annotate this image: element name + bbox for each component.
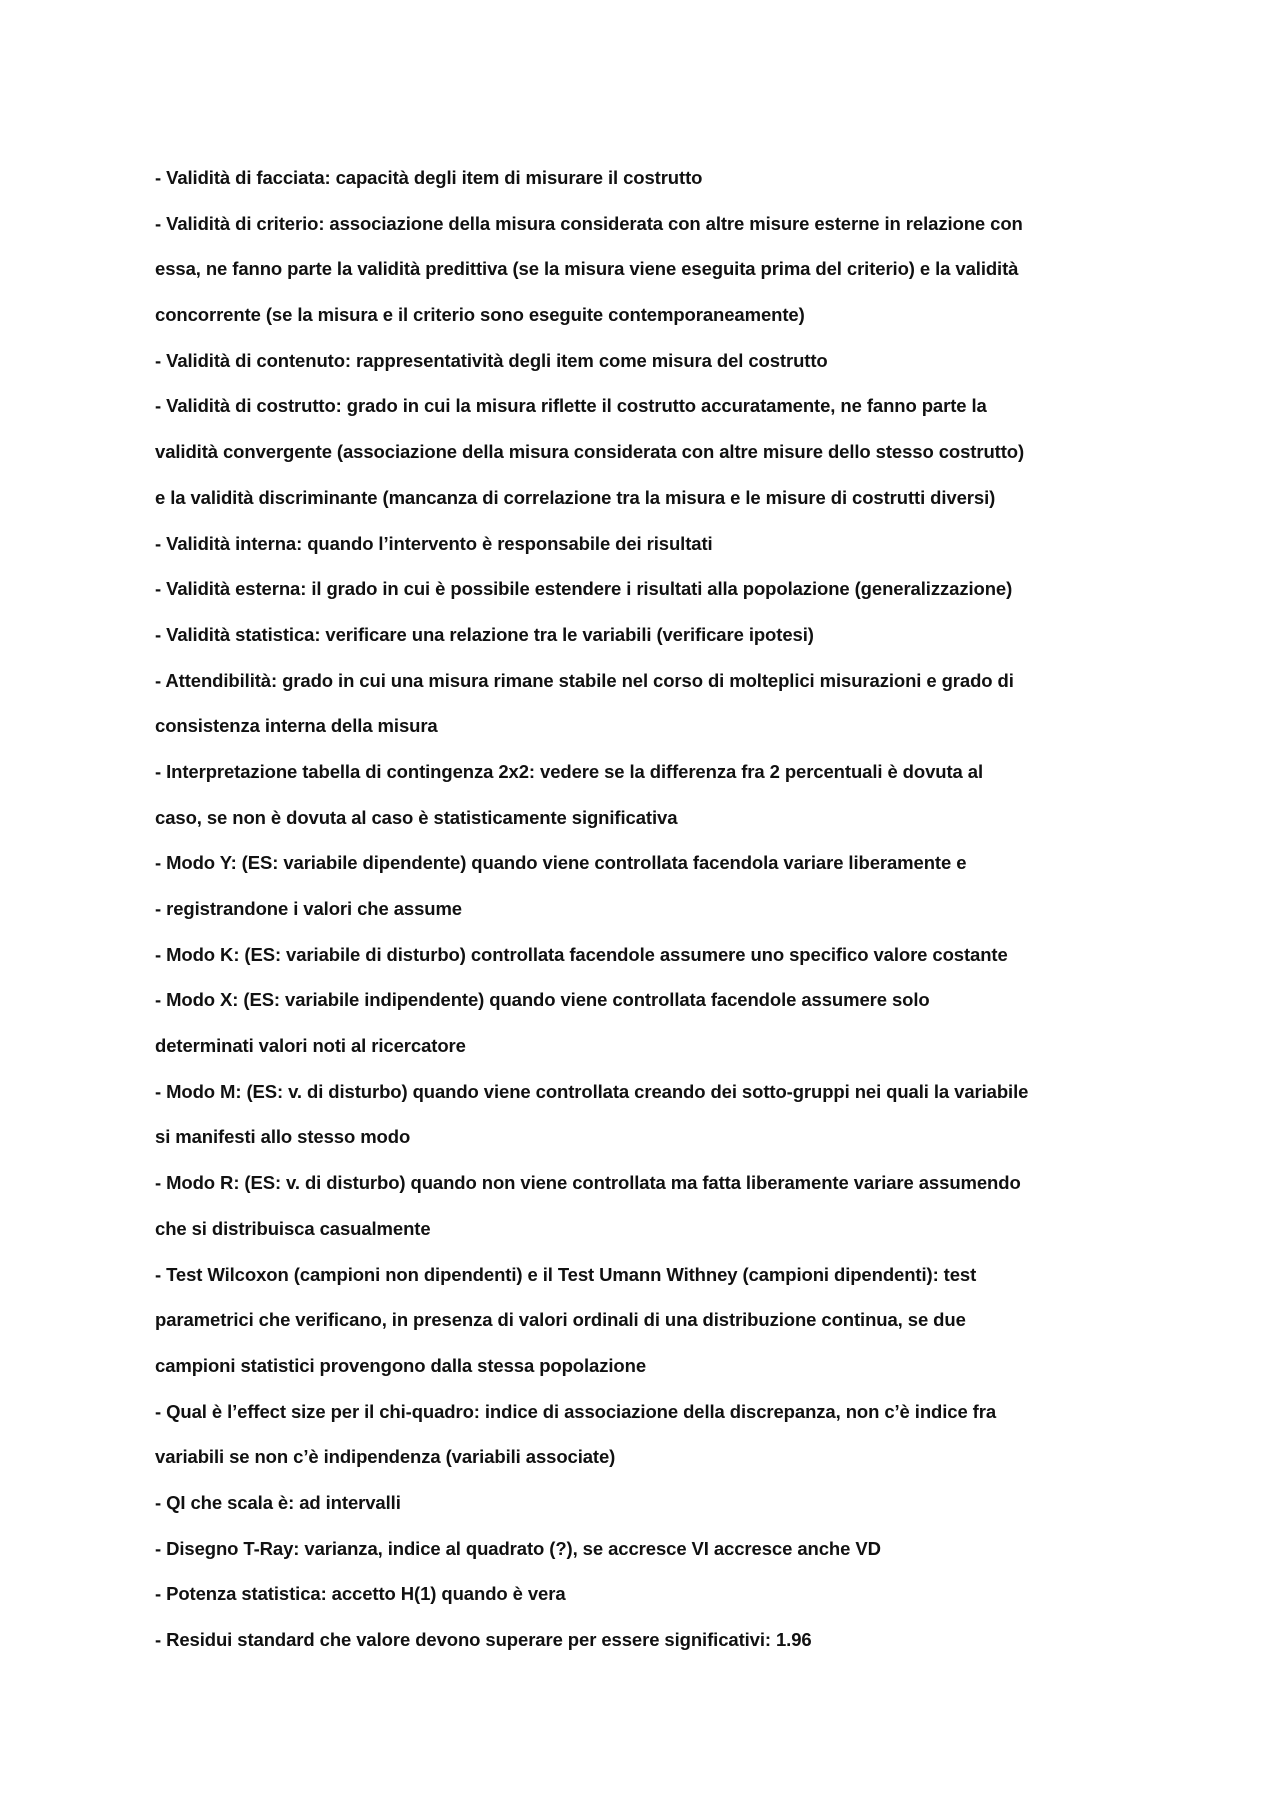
text-line: - Validità interna: quando l’intervento è responsabile dei risultati <box>155 532 713 554</box>
text-line: - Validità di costrutto: grado in cui la misura riflette il costrutto accuratamente, ne fanno parte la <box>155 395 987 417</box>
document-body <box>155 155 1155 1663</box>
text-line: concorrente (se la misura e il criterio sono eseguite contemporaneamente) <box>155 304 805 326</box>
text-line: - Modo R: (ES: v. di disturbo) quando non viene controllata ma fatta liberamente variare assumendo <box>155 1172 1021 1194</box>
text-line: - Modo X: (ES: variabile indipendente) quando viene controllata facendole assumere solo <box>155 989 930 1011</box>
text-line: - Residui standard che valore devono superare per essere significativi: 1.96 <box>155 1629 812 1650</box>
text-line: - Attendibilità: grado in cui una misura rimane stabile nel corso di molteplici misurazioni e grado di <box>155 669 1014 691</box>
text-line: - Interpretazione tabella di contingenza 2x2: vedere se la differenza fra 2 percentuali è dovuta al <box>155 760 983 782</box>
text-line: consistenza interna della misura <box>155 715 438 737</box>
text-line: - Validità esterna: il grado in cui è possibile estendere i risultati alla popolazione (generalizzazione) <box>155 578 1013 600</box>
text-line: - Test Wilcoxon (campioni non dipendenti) e il Test Umann Withney (campioni dipendenti): test <box>155 1263 977 1285</box>
text-line: parametrici che verificano, in presenza di valori ordinali di una distribuzione continua, se due <box>155 1309 966 1331</box>
text-line: - registrandone i valori che assume <box>155 898 462 919</box>
text-line: - Validità di criterio: associazione della misura considerata con altre misure esterne in relazione con <box>155 212 1023 234</box>
text-line: - Potenza statistica: accetto H(1) quando è vera <box>155 1583 566 1605</box>
text-line: - Validità statistica: verificare una relazione tra le variabili (verificare ipotesi) <box>155 623 814 645</box>
text-line: caso, se non è dovuta al caso è statisticamente significativa <box>155 806 678 828</box>
text-line: - Qual è l’effect size per il chi-quadro: indice di associazione della discrepanza, non c’è indice fra <box>155 1400 997 1422</box>
text-line: - Modo M: (ES: v. di disturbo) quando viene controllata creando dei sotto-gruppi nei quali la variabile <box>155 1080 1029 1102</box>
text-line: variabili se non c’è indipendenza (variabili associate) <box>155 1446 616 1468</box>
text-line: si manifesti allo stesso modo <box>155 1126 411 1148</box>
text-line: - Modo Y: (ES: variabile dipendente) quando viene controllata facendola variare liberamente e <box>155 852 967 874</box>
text-line: e la validità discriminante (mancanza di correlazione tra la misura e le misure di costrutti diversi) <box>155 486 996 508</box>
text-line: - Disegno T-Ray: varianza, indice al quadrato (?), se accresce VI accresce anche VD <box>155 1537 881 1559</box>
text-line: essa, ne fanno parte la validità predittiva (se la misura viene eseguita prima del criterio) e la validità <box>155 258 1019 280</box>
text-line: che si distribuisca casualmente <box>155 1217 431 1239</box>
text-line: - QI che scala è: ad intervalli <box>155 1491 401 1513</box>
text-line: - Modo K: (ES: variabile di disturbo) controllata facendole assumere uno specifico valore costante <box>155 943 1008 965</box>
text-line: - Validità di contenuto: rappresentatività degli item come misura del costrutto <box>155 349 828 371</box>
text-line: validità convergente (associazione della misura considerata con altre misure dello stesso costrutto) <box>155 441 1025 463</box>
text-line: - Validità di facciata: capacità degli item di misurare il costrutto <box>155 167 703 188</box>
text-line: determinati valori noti al ricercatore <box>155 1035 466 1057</box>
text-line: campioni statistici provengono dalla stessa popolazione <box>155 1354 647 1376</box>
